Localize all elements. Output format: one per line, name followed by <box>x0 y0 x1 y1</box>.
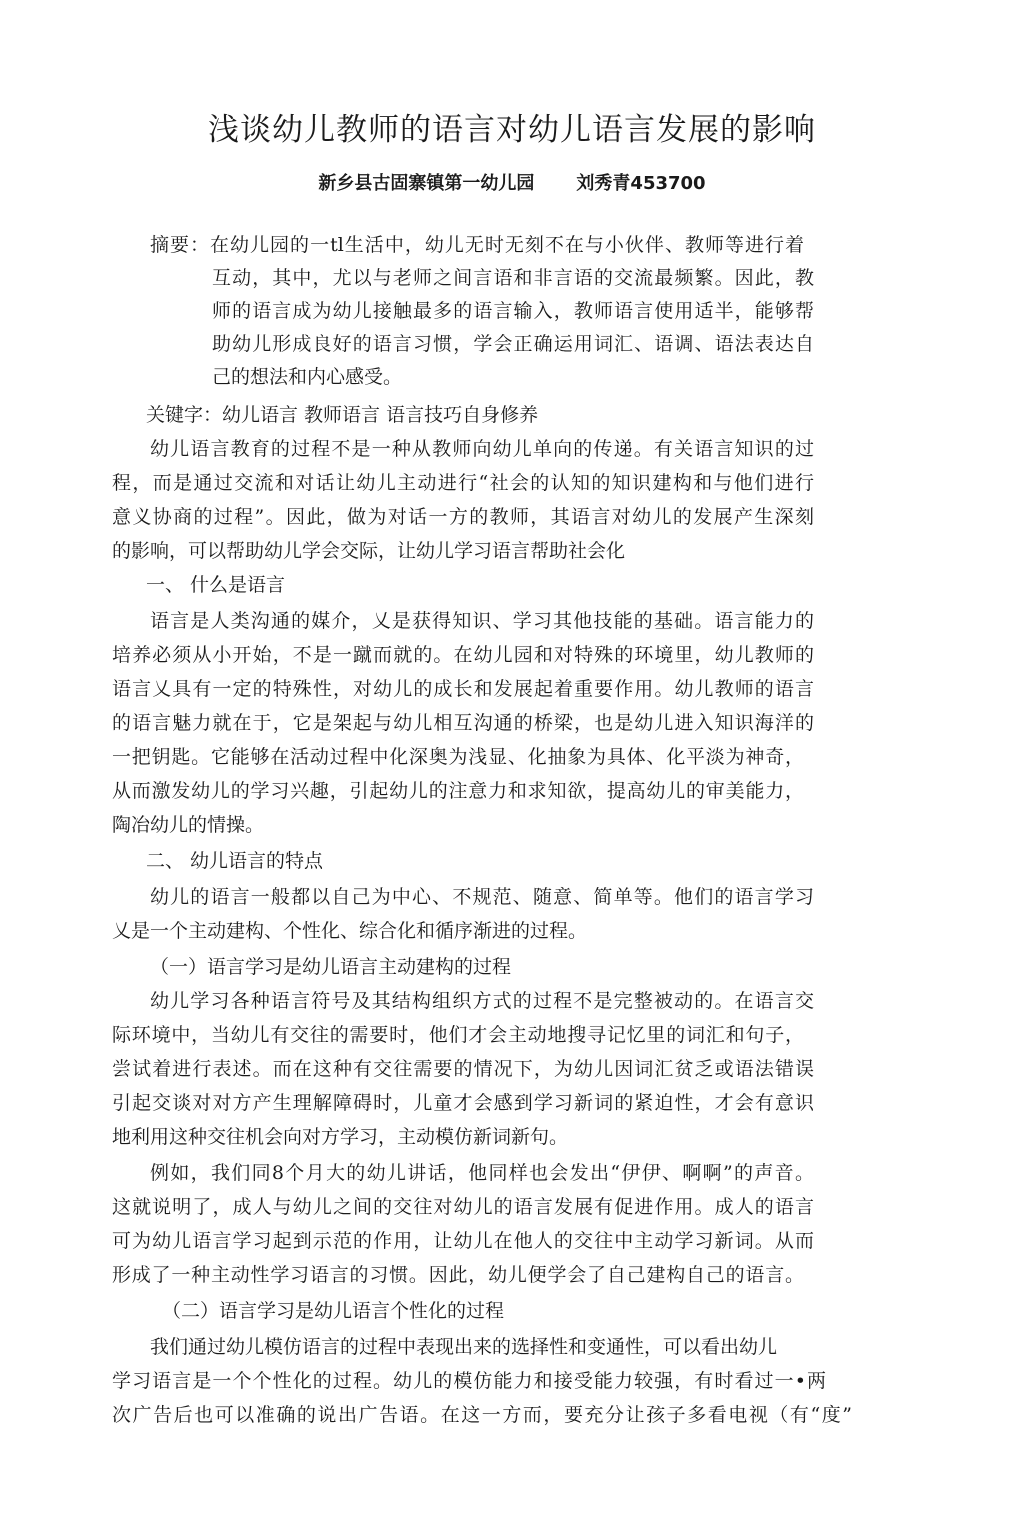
author-line <box>0 169 1024 195</box>
abstract-line: 助幼儿形成良好的语言习惯，学会正确运用词汇、语调、语法表达自 <box>212 333 814 355</box>
paragraph-line: 幼儿的语言一般都以自己为中心、不规范、随意、简单等。他们的语言学习 <box>150 886 814 908</box>
paragraph-line: 我们通过幼儿模仿语言的过程中表现出来的选择性和变通性，可以看出幼儿 <box>150 1336 778 1358</box>
paragraph-line: 的影响，可以帮助幼儿学会交际，让幼儿学习语言帮助社会化 <box>112 540 626 562</box>
paragraph-line: 程，而是通过交流和对话让幼儿主动进行“社会的认知的知识建构和与他们进行 <box>112 472 814 494</box>
paragraph-line: 幼儿语言教育的过程不是一种从教师向幼儿单向的传递。有关语言知识的过 <box>150 438 814 460</box>
abstract-line: 互动，其中，尤以与老师之间言语和非言语的交流最频繁。因此，教 <box>212 267 814 289</box>
paragraph-line: 培养必须从小开始，不是一蹴而就的。在幼儿园和对特殊的环境里，幼儿教师的 <box>112 644 814 666</box>
paragraph-line: 尝试着进行表述。而在这种有交往需要的情况下，为幼儿因词汇贫乏或语法错误 <box>112 1058 814 1080</box>
paragraph-line: 形成了一种主动性学习语言的习惯。因此，幼儿便学会了自己建构自己的语言。 <box>112 1264 804 1286</box>
abstract-line: 己的想法和内心感受。 <box>212 366 403 388</box>
paragraph-line: 际环境中，当幼儿有交往的需要时，他们才会主动地搜寻记忆里的词汇和句子， <box>112 1024 804 1046</box>
author-school: 新乡县古固寨镇第一幼儿园 <box>318 173 535 194</box>
author-name: 刘秀青453700 <box>576 173 706 194</box>
paragraph-line: 幼儿学习各种语言符号及其结构组织方式的过程不是完整被动的。在语言交 <box>150 990 814 1012</box>
paragraph-line: 引起交谈对对方产生理解障碍时，儿童才会感到学习新词的紧迫性，才会有意识 <box>112 1092 814 1114</box>
paragraph-line: 次广告后也可以准确的说出广告语。在这一方而，要充分让孩子多看电视（有“度” <box>112 1404 852 1426</box>
section-heading: 二、 幼儿语言的特点 <box>146 850 324 872</box>
paragraph-line: 这就说明了，成人与幼儿之间的交往对幼儿的语言发展有促进作用。成人的语言 <box>112 1196 814 1218</box>
document-title: 浅谈幼儿教师的语言对幼儿语言发展的影响 <box>208 112 816 148</box>
paragraph-line: 意义协商的过程”。因此，做为对话一方的教师，其语言对幼儿的发展产生深刻 <box>112 506 814 528</box>
subsection-heading: （一）语言学习是幼儿语言主动建构的过程 <box>150 956 512 978</box>
paragraph-line: 从而激发幼儿的学习兴趣，引起幼儿的注意力和求知欲，提高幼儿的审美能力， <box>112 780 804 802</box>
subsection-heading: （二）语言学习是幼儿语言个性化的过程 <box>162 1300 505 1322</box>
paragraph-line: 学习语言是一个个性化的过程。幼儿的模仿能力和接受能力较强，有时看过一•两 <box>112 1370 826 1392</box>
paragraph-line: 例如，我们同8个月大的幼儿讲话，他同样也会发出“伊伊、啊啊”的声音。 <box>150 1162 814 1184</box>
paragraph-line: 陶冶幼儿的情操。 <box>112 814 265 836</box>
section-heading: 一、 什么是语言 <box>146 574 286 596</box>
paragraph-line: 地利用这种交往机会向对方学习，主动模仿新词新句。 <box>112 1126 569 1148</box>
paragraph-line: 的语言魅力就在于，它是架起与幼儿相互沟通的桥梁，也是幼儿进入知识海洋的 <box>112 712 814 734</box>
abstract-line: 师的语言成为幼儿接触最多的语言输入，教师语言使用适半，能够帮 <box>212 300 814 322</box>
paragraph-line: 一把钥匙。它能够在活动过程中化深奥为浅显、化抽象为具体、化平淡为神奇， <box>112 746 804 768</box>
abstract-line: 摘要：在幼儿园的一tl生活中，幼儿无时无刻不在与小伙伴、教师等进行着 <box>150 234 804 256</box>
paragraph-line: 乂是一个主动建构、个性化、综合化和循序渐进的过程。 <box>112 920 588 942</box>
paragraph-line: 语言是人类沟通的媒介，乂是获得知识、学习其他技能的基础。语言能力的 <box>150 610 814 632</box>
paragraph-line: 可为幼儿语言学习起到示范的作用，让幼儿在他人的交往中主动学习新词。从而 <box>112 1230 814 1252</box>
paragraph-line: 语言乂具有一定的特殊性，对幼儿的成长和发展起着重要作用。幼儿教师的语言 <box>112 678 814 700</box>
keywords-line: 关键字：幼儿语言 教师语言 语言技巧自身修养 <box>146 404 539 426</box>
